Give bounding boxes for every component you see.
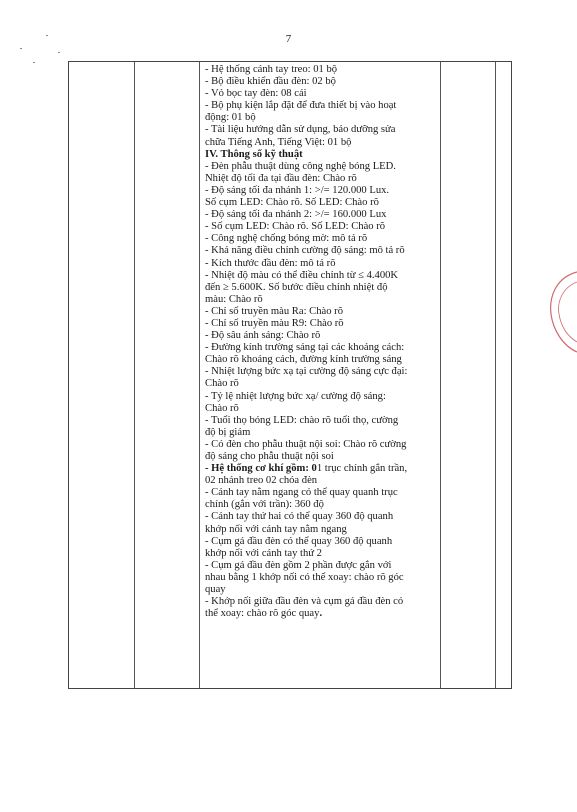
spec-line-text: - Đường kính trường sáng tại các khoảng cách:: [205, 342, 405, 354]
column-divider: [495, 62, 496, 688]
spec-line-text: - Cánh tay nằm ngang có thể quay quanh trục: [205, 487, 398, 499]
spec-line-text: chính (gắn với trần): 360 độ: [205, 499, 324, 511]
spec-line-text: Chào rõ: [205, 378, 239, 390]
spec-line-bold-part: - Hệ thống cơ khí gồm: 0: [205, 463, 317, 475]
spec-line-text: - Độ sâu ánh sáng: Chào rõ: [205, 330, 321, 342]
spec-line: [205, 318, 439, 330]
spec-line: [205, 499, 439, 511]
spec-line-text: - Cụm gá đầu đèn có thể quay 360 độ quanh: [205, 535, 393, 547]
spec-line-text: - Tài liệu hướng dẫn sử dụng, bảo dưỡng sửa: [205, 124, 396, 136]
spec-line: [205, 536, 439, 548]
spec-line: [205, 354, 439, 366]
spec-line: [205, 596, 439, 608]
spec-line: [205, 306, 439, 318]
spec-line: [205, 185, 439, 197]
spec-line: [205, 88, 439, 100]
spec-line-text: - Bộ điều khiển đầu đèn: 02 bộ: [205, 76, 336, 88]
spec-line-text: - Chỉ số truyền màu R9: Chào rõ: [205, 317, 344, 329]
spec-cell-content: [205, 64, 439, 620]
spec-line-text: - Hệ thống cánh tay treo: 01 bộ: [205, 64, 338, 75]
spec-line-text: nhau bằng 1 khớp nối có thể xoay: chào rõ góc: [205, 571, 404, 583]
spec-line: [205, 463, 439, 475]
spec-line: [205, 608, 439, 620]
spec-line-text: - Kích thước đầu đèn: mô tả rõ: [205, 257, 336, 269]
spec-line-text: Nhiệt độ tối đa tại đầu đèn: Chào rõ: [205, 172, 357, 184]
spec-line-text: - Nhiệt độ màu có thể điều chỉnh từ ≤ 4.400K: [205, 269, 399, 281]
spec-line: [205, 173, 439, 185]
spec-line-text: - Nhiệt lượng bức xạ tại cường độ sáng cực đại:: [205, 366, 408, 378]
spec-line: [205, 64, 439, 76]
spec-line-text: độ sáng cho phẫu thuật nội soi: [205, 451, 334, 462]
spec-line: [205, 342, 439, 354]
scan-speck: [46, 35, 48, 36]
spec-line-text: - Tuổi thọ bóng LED: chào rõ tuổi thọ, cường: [205, 414, 399, 426]
spec-line: [205, 415, 439, 427]
spec-line: [205, 124, 439, 136]
spec-line: [205, 294, 439, 306]
spec-line-text: quay: [205, 584, 226, 596]
spec-line-text: - Đèn phẫu thuật dùng công nghệ bóng LED.: [205, 160, 396, 172]
spec-line-text: - Độ sáng tối đa nhánh 2: >/= 160.000 Lux: [205, 209, 387, 221]
spec-line: [205, 330, 439, 342]
spec-line-text: Chào rõ khoảng cách, đường kính trường sáng: [205, 354, 402, 366]
spec-line-text: - Chỉ số truyền màu Ra: Chào rõ: [205, 305, 343, 317]
spec-line-text: đến ≥ 5.600K. Số bước điều chỉnh nhiệt độ: [205, 281, 388, 293]
spec-line-text: - Tỷ lệ nhiệt lượng bức xạ/ cường độ sáng:: [205, 390, 386, 402]
spec-line: [205, 572, 439, 584]
spec-line-text: thể xoay: chào rõ góc quay: [205, 608, 320, 620]
spec-line: [205, 378, 439, 390]
spec-line: [205, 439, 439, 451]
spec-line: [205, 584, 439, 596]
column-divider: [199, 62, 200, 688]
spec-line: [205, 221, 439, 233]
spec-line-text: - Khả năng điều chỉnh cường độ sáng: mô tả rõ: [205, 245, 405, 257]
spec-line: [205, 560, 439, 572]
spec-line-text: khớp nối với cánh tay nằm ngang: [205, 523, 347, 535]
spec-line: [205, 511, 439, 523]
spec-line-text: màu: Chào rõ: [205, 293, 263, 305]
spec-line: [205, 100, 439, 112]
spec-line-text: Số cụm LED: Chào rõ. Số LED: Chào rõ: [205, 197, 379, 209]
column-divider: [440, 62, 441, 688]
spec-line-text: Chào rõ: [205, 402, 239, 414]
spec-line: [205, 161, 439, 173]
spec-line: [205, 524, 439, 536]
spec-line-text: - Bộ phụ kiện lắp đặt để đưa thiết bị vào hoạt: [205, 100, 397, 112]
spec-line: [205, 233, 439, 245]
scan-speck: [58, 52, 60, 53]
spec-line: [205, 137, 439, 149]
spec-line: [205, 112, 439, 124]
spec-line: [205, 548, 439, 560]
spec-line-text: - Độ sáng tối đa nhánh 1: >/= 120.000 Lux.: [205, 184, 390, 196]
spec-line: [205, 391, 439, 403]
spec-line-text: 1 trục chính gắn trần,: [316, 463, 408, 475]
spec-line: [205, 197, 439, 209]
spec-line-text: - Khớp nối giữa đầu đèn và cụm gá đầu đèn có: [205, 596, 404, 608]
spec-line-text: động: 01 bộ: [205, 112, 256, 124]
spec-line: [205, 366, 439, 378]
spec-line: [205, 403, 439, 415]
spec-line: [205, 475, 439, 487]
section-heading: [205, 149, 439, 161]
spec-line: [205, 76, 439, 88]
spec-line: [205, 427, 439, 439]
spec-line: [205, 282, 439, 294]
spec-line-text: 02 nhánh treo 02 chóa đèn: [205, 475, 318, 487]
page-number: 7: [285, 33, 292, 45]
spec-line-text: - Cánh tay thứ hai có thể quay 360 độ quanh: [205, 511, 394, 523]
spec-line-tail: .: [319, 608, 323, 620]
spec-line-text: - Có đèn cho phẫu thuật nội soi: Chào rõ cường: [205, 438, 407, 450]
scan-speck: [33, 62, 35, 63]
spec-line-text: khớp nối với cánh tay thứ 2: [205, 547, 322, 559]
scan-speck: [20, 48, 22, 49]
red-stamp-partial: [545, 268, 577, 356]
spec-line-text: IV. Thông số kỹ thuật: [205, 148, 303, 160]
spec-line: [205, 245, 439, 257]
spec-line-text: - Cụm gá đầu đèn gồm 2 phần được gắn với: [205, 559, 392, 571]
spec-line-text: - Vỏ bọc tay đèn: 08 cái: [205, 88, 307, 100]
spec-line: [205, 487, 439, 499]
column-divider: [134, 62, 135, 688]
spec-line-text: - Số cụm LED: Chào rõ. Số LED: Chào rõ: [205, 221, 386, 233]
spec-line: [205, 258, 439, 270]
spec-line-text: độ bị giảm: [205, 426, 251, 438]
spec-line-text: - Công nghệ chống bóng mờ: mô tả rõ: [205, 233, 368, 245]
spec-line: [205, 209, 439, 221]
spec-line-text: chữa Tiếng Anh, Tiếng Việt: 01 bộ: [205, 136, 352, 148]
spec-line: [205, 451, 439, 463]
spec-line: [205, 270, 439, 282]
